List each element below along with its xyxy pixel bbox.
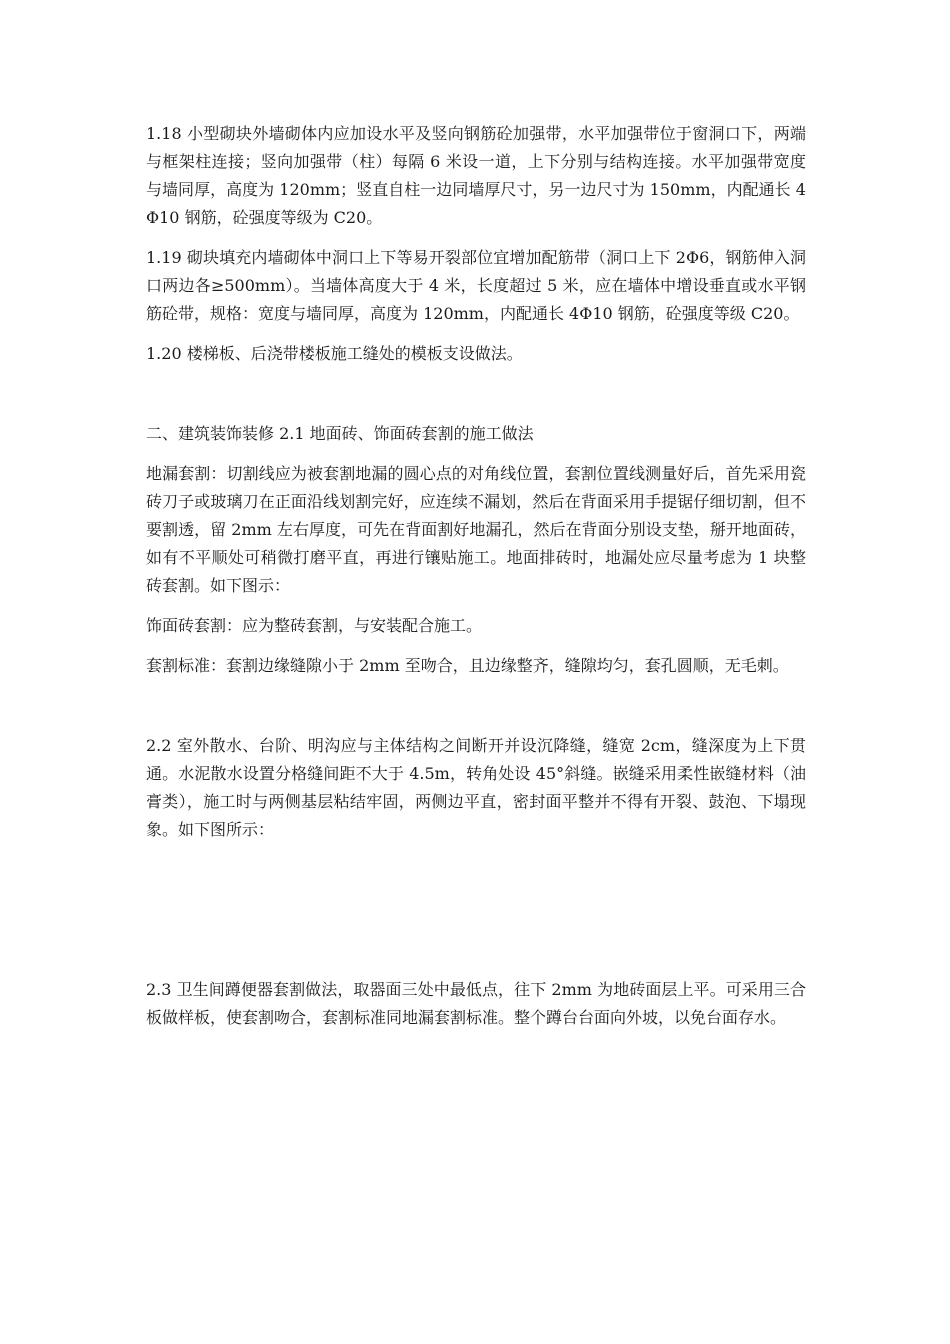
spacer bbox=[146, 692, 806, 732]
paragraph-facing-tile: 饰面砖套割：应为整砖套割，与安装配合施工。 bbox=[146, 616, 483, 635]
paragraph-1-19: 1.19 砌块填充内墙砌体中洞口上下等易开裂部位宜增加配筋带（洞口上下 2Φ6，钢筋伸入洞口两边各≥500mm）。当墙体高度大于 4 米，长度超过 5 米，应在墙体中增设垂直或水平钢筋砼带，规格：宽度与墙同厚，高度为 120mm，内配通长 4Φ10 钢筋，砼强度等级 C20。 bbox=[146, 248, 806, 323]
paragraph-2-2: 2.2 室外散水、台阶、明沟应与主体结构之间断开并设沉降缝，缝宽 2cm，缝深度为上下贯通。水泥散水设置分格缝间距不大于 4.5m，转角处设 45°斜缝。嵌缝采用柔性嵌缝材料（油膏类），施工时与两侧基层粘结牢固，两侧边平直，密封面平整并不得有开裂、鼓泡、下塌现象。如下图所示： bbox=[146, 736, 806, 839]
figure-placeholder bbox=[146, 856, 806, 976]
spacer bbox=[146, 380, 806, 420]
paragraph-1-18: 1.18 小型砌块外墙砌体内应加设水平及竖向钢筋砼加强带，水平加强带位于窗洞口下，两端与框架柱连接；竖向加强带（柱）每隔 6 米设一道，上下分别与结构连接。水平加强带宽度与墙同厚，高度为 120mm；竖直自柱一边同墙厚尺寸，另一边尺寸为 150mm，内配通长 4Φ10 钢筋，砼强度等级为 C20。 bbox=[146, 124, 806, 227]
paragraph-standard: 套割标准：套割边缘缝隙小于 2mm 至吻合，且边缘整齐，缝隙均匀，套孔圆顺，无毛刺。 bbox=[146, 656, 789, 675]
section-heading-2: 二、建筑装饰装修 2.1 地面砖、饰面砖套割的施工做法 bbox=[146, 424, 534, 443]
paragraph-floor-drain: 地漏套割：切割线应为被套割地漏的圆心点的对角线位置，套割位置线测量好后，首先采用瓷砖刀子或玻璃刀在正面沿线划割完好，应连续不漏划，然后在背面采用手提锯仔细切割，但不要割透，留 2mm 左右厚度，可先在背面割好地漏孔，然后在背面分别设支垫，掰开地面砖，如有不平顺处可稍微打磨平直，再进行镶贴施工。地面排砖时，地漏处应尽量考虑为 1 块整砖套割。如下图示： bbox=[146, 464, 806, 595]
paragraph-2-3: 2.3 卫生间蹲便器套割做法，取器面三处中最低点，往下 2mm 为地砖面层上平。可采用三合板做样板，使套割吻合，套割标准同地漏套割标准。整个蹲台台面向外坡，以免台面存水。 bbox=[146, 980, 806, 1027]
paragraph-1-20: 1.20 楼梯板、后浇带楼板施工缝处的模板支设做法。 bbox=[146, 344, 523, 363]
document-body bbox=[146, 120, 806, 1044]
